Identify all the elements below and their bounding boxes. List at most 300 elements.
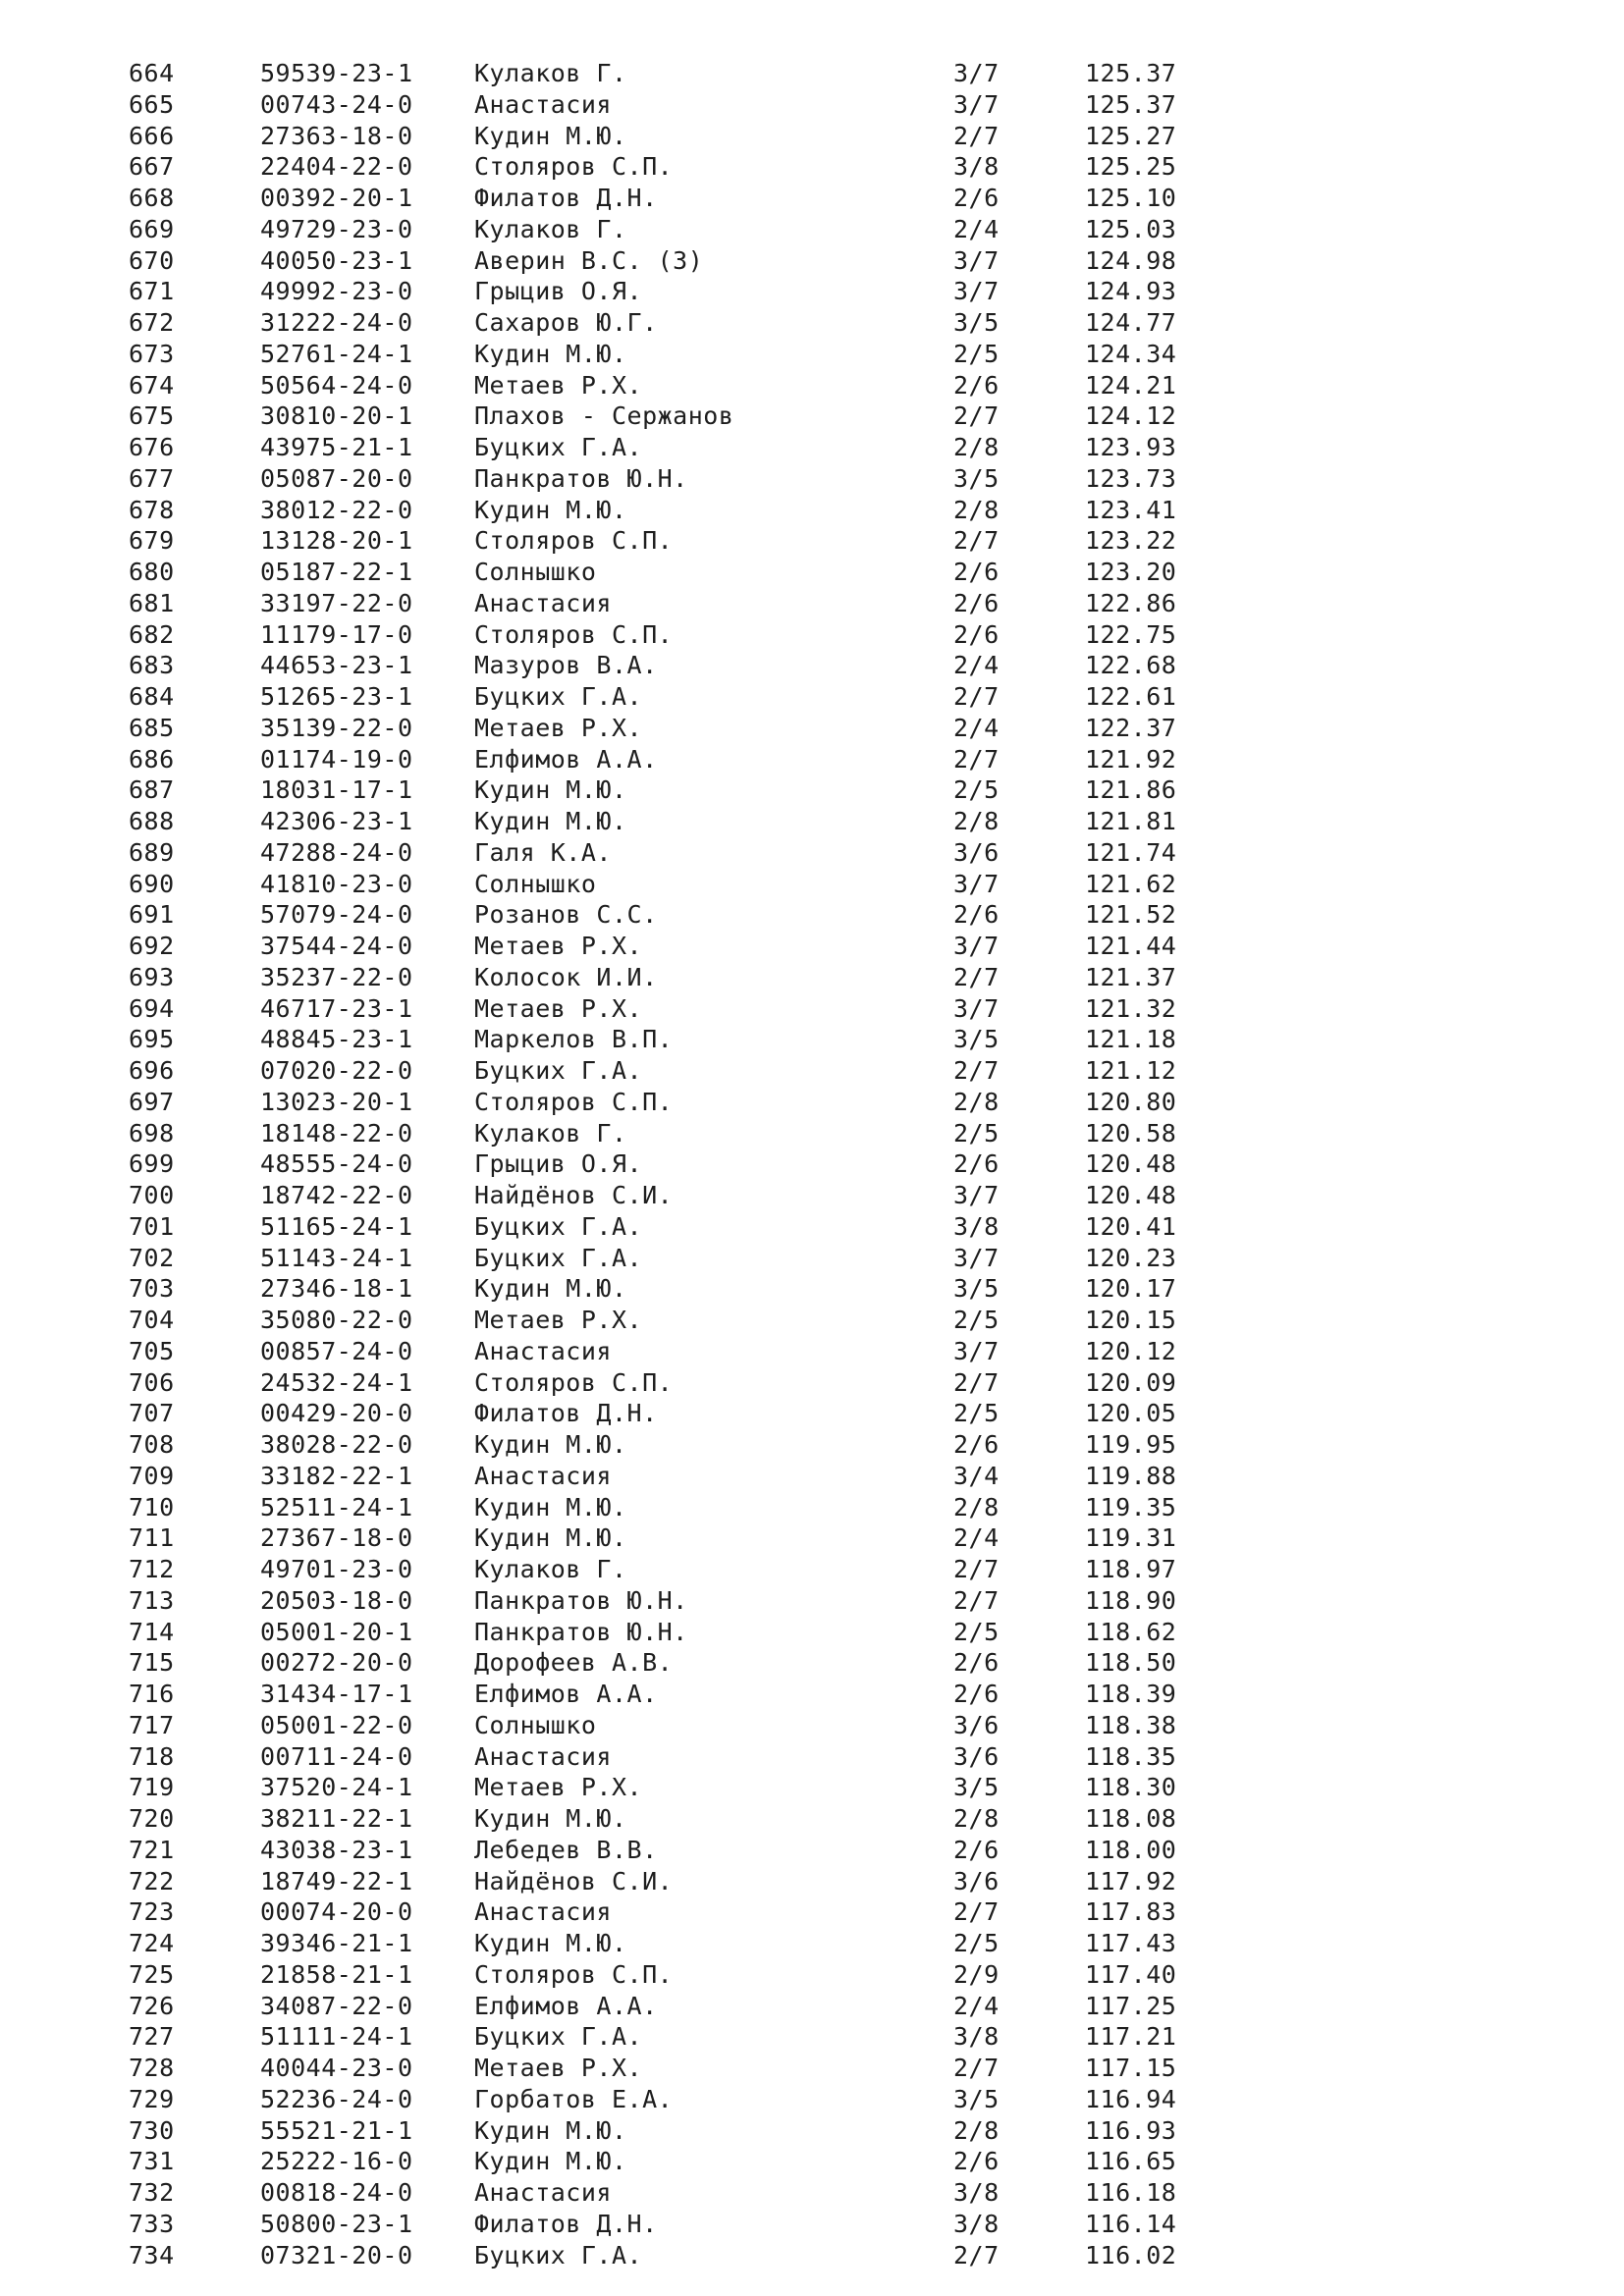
result-row xyxy=(0,1647,1624,1679)
score-cell: 118.90 xyxy=(1085,1585,1177,1615)
ratio-cell: 2/8 xyxy=(953,433,1000,461)
result-row xyxy=(0,1554,1624,1585)
ring-number-cell: 38028-22-0 xyxy=(260,1430,413,1459)
result-row xyxy=(0,1118,1624,1149)
result-row xyxy=(0,2053,1624,2084)
result-row xyxy=(0,1710,1624,1741)
score-cell: 121.62 xyxy=(1085,869,1177,898)
owner-name-cell: Анастасия xyxy=(474,1897,612,1927)
ratio-cell: 2/6 xyxy=(953,1430,1000,1459)
ratio-cell: 3/7 xyxy=(953,59,1000,87)
score-cell: 120.12 xyxy=(1085,1336,1177,1365)
ring-number-cell: 52761-24-1 xyxy=(260,339,413,368)
score-cell: 121.92 xyxy=(1085,744,1177,774)
ring-number-cell: 31222-24-0 xyxy=(260,308,413,337)
result-row xyxy=(0,1429,1624,1461)
rank-cell: 714 xyxy=(129,1617,175,1646)
ring-number-cell: 27346-18-1 xyxy=(260,1274,413,1304)
score-cell: 118.97 xyxy=(1085,1555,1177,1583)
ring-number-cell: 49701-23-0 xyxy=(260,1555,413,1583)
owner-name-cell: Солнышко xyxy=(474,1710,597,1739)
score-cell: 124.21 xyxy=(1085,370,1177,400)
ratio-cell: 2/6 xyxy=(953,588,1000,617)
ring-number-cell: 38211-22-1 xyxy=(260,1804,413,1833)
owner-name-cell: Найдёнов С.И. xyxy=(474,1866,674,1896)
ring-number-cell: 52236-24-0 xyxy=(260,2084,413,2113)
ratio-cell: 2/5 xyxy=(953,1118,1000,1148)
score-cell: 116.14 xyxy=(1085,2209,1177,2238)
owner-name-cell: Кулаков Г. xyxy=(474,1118,627,1148)
rank-cell: 664 xyxy=(129,59,175,87)
ratio-cell: 2/6 xyxy=(953,1680,1000,1708)
rank-cell: 734 xyxy=(129,2240,175,2269)
owner-name-cell: Панкратов Ю.Н. xyxy=(474,463,688,493)
ratio-cell: 2/7 xyxy=(953,121,1000,150)
owner-name-cell: Филатов Д.Н. xyxy=(474,184,658,212)
score-cell: 119.31 xyxy=(1085,1523,1177,1553)
score-cell: 120.48 xyxy=(1085,1181,1177,1209)
owner-name-cell: Кулаков Г. xyxy=(474,1555,627,1583)
result-row xyxy=(0,993,1624,1025)
result-row xyxy=(0,183,1624,214)
ratio-cell: 2/6 xyxy=(953,184,1000,212)
result-row xyxy=(0,307,1624,339)
owner-name-cell: Кудин М.Ю. xyxy=(474,339,627,368)
owner-name-cell: Розанов С.С. xyxy=(474,900,658,930)
ratio-cell: 2/8 xyxy=(953,2115,1000,2145)
result-row xyxy=(0,713,1624,744)
ring-number-cell: 47288-24-0 xyxy=(260,837,413,867)
ratio-cell: 2/8 xyxy=(953,1492,1000,1522)
score-cell: 121.18 xyxy=(1085,1025,1177,1054)
ratio-cell: 3/5 xyxy=(953,2084,1000,2113)
owner-name-cell: Панкратов Ю.Н. xyxy=(474,1585,688,1615)
result-row xyxy=(0,931,1624,962)
owner-name-cell: Галя К.А. xyxy=(474,837,612,867)
ratio-cell: 2/5 xyxy=(953,775,1000,805)
rank-cell: 697 xyxy=(129,1087,175,1116)
score-cell: 117.43 xyxy=(1085,1929,1177,1957)
ratio-cell: 3/4 xyxy=(953,1461,1000,1490)
owner-name-cell: Кудин М.Ю. xyxy=(474,2115,627,2145)
owner-name-cell: Грыцив О.Я. xyxy=(474,277,643,306)
owner-name-cell: Столяров С.П. xyxy=(474,526,674,556)
score-cell: 121.12 xyxy=(1085,1056,1177,1085)
ring-number-cell: 05187-22-1 xyxy=(260,558,413,586)
score-cell: 124.12 xyxy=(1085,401,1177,431)
result-row xyxy=(0,1305,1624,1336)
ring-number-cell: 43975-21-1 xyxy=(260,433,413,461)
owner-name-cell: Плахов - Сержанов xyxy=(474,401,734,431)
ratio-cell: 2/6 xyxy=(953,2147,1000,2176)
rank-cell: 684 xyxy=(129,682,175,711)
result-row xyxy=(0,1835,1624,1866)
ratio-cell: 2/7 xyxy=(953,962,1000,991)
ratio-cell: 3/6 xyxy=(953,1741,1000,1771)
ring-number-cell: 35237-22-0 xyxy=(260,962,413,991)
rank-cell: 680 xyxy=(129,558,175,586)
ratio-cell: 2/6 xyxy=(953,558,1000,586)
ratio-cell: 3/7 xyxy=(953,89,1000,119)
score-cell: 121.81 xyxy=(1085,807,1177,835)
result-row xyxy=(0,2240,1624,2271)
ring-number-cell: 00429-20-0 xyxy=(260,1399,413,1428)
owner-name-cell: Солнышко xyxy=(474,869,597,898)
ring-number-cell: 40044-23-0 xyxy=(260,2054,413,2082)
rank-cell: 698 xyxy=(129,1118,175,1148)
score-cell: 117.83 xyxy=(1085,1897,1177,1927)
score-cell: 123.73 xyxy=(1085,463,1177,493)
ring-number-cell: 07020-22-0 xyxy=(260,1056,413,1085)
rank-cell: 704 xyxy=(129,1306,175,1334)
score-cell: 121.74 xyxy=(1085,837,1177,867)
rank-cell: 692 xyxy=(129,932,175,960)
result-row xyxy=(0,1180,1624,1211)
ratio-cell: 3/7 xyxy=(953,869,1000,898)
ring-number-cell: 44653-23-1 xyxy=(260,651,413,680)
owner-name-cell: Кулаков Г. xyxy=(474,214,627,243)
rank-cell: 665 xyxy=(129,89,175,119)
owner-name-cell: Мазуров В.А. xyxy=(474,651,658,680)
ring-number-cell: 07321-20-0 xyxy=(260,2240,413,2269)
score-cell: 116.93 xyxy=(1085,2115,1177,2145)
ratio-cell: 2/7 xyxy=(953,744,1000,774)
result-row xyxy=(0,276,1624,307)
owner-name-cell: Столяров С.П. xyxy=(474,619,674,649)
score-cell: 123.41 xyxy=(1085,495,1177,524)
ratio-cell: 2/6 xyxy=(953,370,1000,400)
owner-name-cell: Столяров С.П. xyxy=(474,152,674,182)
score-cell: 116.18 xyxy=(1085,2178,1177,2207)
ring-number-cell: 05001-22-0 xyxy=(260,1710,413,1739)
ring-number-cell: 50564-24-0 xyxy=(260,370,413,400)
rank-cell: 726 xyxy=(129,1991,175,2020)
score-cell: 119.35 xyxy=(1085,1492,1177,1522)
rank-cell: 693 xyxy=(129,962,175,991)
ring-number-cell: 18742-22-0 xyxy=(260,1181,413,1209)
result-row xyxy=(0,869,1624,900)
result-row xyxy=(0,588,1624,619)
ring-number-cell: 46717-23-1 xyxy=(260,993,413,1023)
ring-number-cell: 59539-23-1 xyxy=(260,59,413,87)
result-row xyxy=(0,1679,1624,1710)
ring-number-cell: 18031-17-1 xyxy=(260,775,413,805)
score-cell: 118.50 xyxy=(1085,1648,1177,1678)
score-cell: 125.03 xyxy=(1085,214,1177,243)
owner-name-cell: Аверин В.С. (З) xyxy=(474,245,704,275)
owner-name-cell: Буцких Г.А. xyxy=(474,1056,643,1085)
ratio-cell: 2/8 xyxy=(953,1804,1000,1833)
rank-cell: 700 xyxy=(129,1181,175,1209)
ring-number-cell: 00272-20-0 xyxy=(260,1648,413,1678)
ring-number-cell: 27367-18-0 xyxy=(260,1523,413,1553)
ring-number-cell: 33182-22-1 xyxy=(260,1461,413,1490)
result-row xyxy=(0,400,1624,432)
score-cell: 125.25 xyxy=(1085,152,1177,182)
result-row xyxy=(0,214,1624,245)
ratio-cell: 2/7 xyxy=(953,1897,1000,1927)
ratio-cell: 3/6 xyxy=(953,1710,1000,1739)
result-row xyxy=(0,744,1624,775)
result-row xyxy=(0,463,1624,495)
score-cell: 122.75 xyxy=(1085,619,1177,649)
ratio-cell: 3/7 xyxy=(953,1336,1000,1365)
result-row xyxy=(0,1928,1624,1959)
rank-cell: 679 xyxy=(129,526,175,556)
ring-number-cell: 51111-24-1 xyxy=(260,2022,413,2052)
ratio-cell: 2/8 xyxy=(953,807,1000,835)
rank-cell: 669 xyxy=(129,214,175,243)
ring-number-cell: 51265-23-1 xyxy=(260,682,413,711)
ratio-cell: 3/5 xyxy=(953,1274,1000,1304)
rank-cell: 696 xyxy=(129,1056,175,1085)
rank-cell: 720 xyxy=(129,1804,175,1833)
ring-number-cell: 00857-24-0 xyxy=(260,1336,413,1365)
ratio-cell: 3/8 xyxy=(953,152,1000,182)
rank-cell: 678 xyxy=(129,495,175,524)
rank-cell: 675 xyxy=(129,401,175,431)
score-cell: 121.37 xyxy=(1085,962,1177,991)
rank-cell: 673 xyxy=(129,339,175,368)
ring-number-cell: 38012-22-0 xyxy=(260,495,413,524)
ratio-cell: 2/8 xyxy=(953,1087,1000,1116)
score-cell: 125.37 xyxy=(1085,59,1177,87)
result-row xyxy=(0,837,1624,869)
result-row xyxy=(0,370,1624,401)
result-row xyxy=(0,1055,1624,1087)
owner-name-cell: Метаев Р.Х. xyxy=(474,932,643,960)
score-cell: 117.15 xyxy=(1085,2054,1177,2082)
ratio-cell: 3/7 xyxy=(953,1181,1000,1209)
result-row xyxy=(0,2177,1624,2209)
score-cell: 124.93 xyxy=(1085,277,1177,306)
owner-name-cell: Сахаров Ю.Г. xyxy=(474,308,658,337)
result-row xyxy=(0,1024,1624,1055)
owner-name-cell: Метаев Р.Х. xyxy=(474,1306,643,1334)
ring-number-cell: 00711-24-0 xyxy=(260,1741,413,1771)
rank-cell: 732 xyxy=(129,2178,175,2207)
score-cell: 120.41 xyxy=(1085,1211,1177,1241)
ring-number-cell: 37520-24-1 xyxy=(260,1773,413,1802)
score-cell: 125.37 xyxy=(1085,89,1177,119)
ratio-cell: 3/8 xyxy=(953,2178,1000,2207)
owner-name-cell: Лебедев В.В. xyxy=(474,1835,658,1864)
result-row xyxy=(0,525,1624,557)
ratio-cell: 3/5 xyxy=(953,1025,1000,1054)
rank-cell: 722 xyxy=(129,1866,175,1896)
result-row xyxy=(0,774,1624,806)
owner-name-cell: Кудин М.Ю. xyxy=(474,1430,627,1459)
owner-name-cell: Анастасия xyxy=(474,1461,612,1490)
rank-cell: 699 xyxy=(129,1149,175,1179)
score-cell: 118.08 xyxy=(1085,1804,1177,1833)
ratio-cell: 2/5 xyxy=(953,339,1000,368)
ring-number-cell: 57079-24-0 xyxy=(260,900,413,930)
rank-cell: 713 xyxy=(129,1585,175,1615)
owner-name-cell: Кудин М.Ю. xyxy=(474,807,627,835)
ring-number-cell: 43038-23-1 xyxy=(260,1835,413,1864)
ratio-cell: 2/7 xyxy=(953,401,1000,431)
result-row xyxy=(0,1398,1624,1429)
score-cell: 118.62 xyxy=(1085,1617,1177,1646)
ratio-cell: 2/5 xyxy=(953,1617,1000,1646)
rank-cell: 672 xyxy=(129,308,175,337)
ring-number-cell: 05001-20-1 xyxy=(260,1617,413,1646)
score-cell: 120.05 xyxy=(1085,1399,1177,1428)
rank-cell: 687 xyxy=(129,775,175,805)
ratio-cell: 3/8 xyxy=(953,1211,1000,1241)
score-cell: 119.95 xyxy=(1085,1430,1177,1459)
ring-number-cell: 48845-23-1 xyxy=(260,1025,413,1054)
rank-cell: 681 xyxy=(129,588,175,617)
rank-cell: 727 xyxy=(129,2022,175,2052)
owner-name-cell: Кудин М.Ю. xyxy=(474,1804,627,1833)
ring-number-cell: 48555-24-0 xyxy=(260,1149,413,1179)
result-row xyxy=(0,1617,1624,1648)
owner-name-cell: Столяров С.П. xyxy=(474,1367,674,1397)
ring-number-cell: 31434-17-1 xyxy=(260,1680,413,1708)
ratio-cell: 2/7 xyxy=(953,682,1000,711)
rank-cell: 671 xyxy=(129,277,175,306)
score-cell: 124.34 xyxy=(1085,339,1177,368)
rank-cell: 710 xyxy=(129,1492,175,1522)
score-cell: 117.21 xyxy=(1085,2022,1177,2052)
rank-cell: 723 xyxy=(129,1897,175,1927)
rank-cell: 733 xyxy=(129,2209,175,2238)
ring-number-cell: 34087-22-0 xyxy=(260,1991,413,2020)
ratio-cell: 2/6 xyxy=(953,900,1000,930)
rank-cell: 686 xyxy=(129,744,175,774)
rank-cell: 711 xyxy=(129,1523,175,1553)
owner-name-cell: Анастасия xyxy=(474,588,612,617)
rank-cell: 717 xyxy=(129,1710,175,1739)
score-cell: 116.94 xyxy=(1085,2084,1177,2113)
result-row xyxy=(0,1959,1624,1991)
ring-number-cell: 18749-22-1 xyxy=(260,1866,413,1896)
owner-name-cell: Найдёнов С.И. xyxy=(474,1181,674,1209)
ring-number-cell: 42306-23-1 xyxy=(260,807,413,835)
result-row xyxy=(0,89,1624,121)
rank-cell: 729 xyxy=(129,2084,175,2113)
owner-name-cell: Метаев Р.Х. xyxy=(474,370,643,400)
ratio-cell: 3/7 xyxy=(953,245,1000,275)
ring-number-cell: 13128-20-1 xyxy=(260,526,413,556)
rank-cell: 666 xyxy=(129,121,175,150)
result-row xyxy=(0,495,1624,526)
rank-cell: 708 xyxy=(129,1430,175,1459)
owner-name-cell: Столяров С.П. xyxy=(474,1959,674,1989)
rank-cell: 707 xyxy=(129,1399,175,1428)
owner-name-cell: Кулаков Г. xyxy=(474,59,627,87)
score-cell: 120.23 xyxy=(1085,1243,1177,1272)
owner-name-cell: Метаев Р.Х. xyxy=(474,993,643,1023)
ring-number-cell: 21858-21-1 xyxy=(260,1959,413,1989)
result-row xyxy=(0,1367,1624,1399)
ratio-cell: 3/5 xyxy=(953,308,1000,337)
ratio-cell: 2/5 xyxy=(953,1929,1000,1957)
rank-cell: 674 xyxy=(129,370,175,400)
score-cell: 120.15 xyxy=(1085,1306,1177,1334)
ratio-cell: 3/7 xyxy=(953,932,1000,960)
owner-name-cell: Анастасия xyxy=(474,1336,612,1365)
score-cell: 118.00 xyxy=(1085,1835,1177,1864)
rank-cell: 667 xyxy=(129,152,175,182)
owner-name-cell: Горбатов Е.А. xyxy=(474,2084,674,2113)
score-cell: 117.40 xyxy=(1085,1959,1177,1989)
ring-number-cell: 52511-24-1 xyxy=(260,1492,413,1522)
score-cell: 125.27 xyxy=(1085,121,1177,150)
result-row xyxy=(0,806,1624,837)
result-row xyxy=(0,1896,1624,1928)
ring-number-cell: 35139-22-0 xyxy=(260,713,413,742)
score-cell: 118.38 xyxy=(1085,1710,1177,1739)
owner-name-cell: Кудин М.Ю. xyxy=(474,1929,627,1957)
ring-number-cell: 22404-22-0 xyxy=(260,152,413,182)
ring-number-cell: 05087-20-0 xyxy=(260,463,413,493)
rank-cell: 730 xyxy=(129,2115,175,2145)
rank-cell: 677 xyxy=(129,463,175,493)
owner-name-cell: Колосок И.И. xyxy=(474,962,658,991)
ring-number-cell: 35080-22-0 xyxy=(260,1306,413,1334)
ratio-cell: 2/6 xyxy=(953,1835,1000,1864)
rank-cell: 694 xyxy=(129,993,175,1023)
owner-name-cell: Метаев Р.Х. xyxy=(474,1773,643,1802)
score-cell: 121.32 xyxy=(1085,993,1177,1023)
rank-cell: 719 xyxy=(129,1773,175,1802)
ring-number-cell: 00392-20-1 xyxy=(260,184,413,212)
ring-number-cell: 00743-24-0 xyxy=(260,89,413,119)
ratio-cell: 3/6 xyxy=(953,1866,1000,1896)
ratio-cell: 2/4 xyxy=(953,1991,1000,2020)
result-row xyxy=(0,1273,1624,1305)
ratio-cell: 2/7 xyxy=(953,1367,1000,1397)
score-cell: 117.92 xyxy=(1085,1866,1177,1896)
ratio-cell: 3/5 xyxy=(953,1773,1000,1802)
owner-name-cell: Елфимов А.А. xyxy=(474,1991,658,2020)
ratio-cell: 3/7 xyxy=(953,993,1000,1023)
result-row xyxy=(0,619,1624,651)
ring-number-cell: 51143-24-1 xyxy=(260,1243,413,1272)
score-cell: 122.86 xyxy=(1085,588,1177,617)
ratio-cell: 2/4 xyxy=(953,651,1000,680)
ring-number-cell: 01174-19-0 xyxy=(260,744,413,774)
result-row xyxy=(0,1772,1624,1803)
score-cell: 121.52 xyxy=(1085,900,1177,930)
rank-cell: 716 xyxy=(129,1680,175,1708)
result-row xyxy=(0,1243,1624,1274)
score-cell: 116.65 xyxy=(1085,2147,1177,2176)
owner-name-cell: Анастасия xyxy=(474,1741,612,1771)
rank-cell: 718 xyxy=(129,1741,175,1771)
owner-name-cell: Грыцив О.Я. xyxy=(474,1149,643,1179)
score-cell: 123.22 xyxy=(1085,526,1177,556)
owner-name-cell: Буцких Г.А. xyxy=(474,2240,643,2269)
score-cell: 119.88 xyxy=(1085,1461,1177,1490)
owner-name-cell: Елфимов А.А. xyxy=(474,1680,658,1708)
rank-cell: 683 xyxy=(129,651,175,680)
rank-cell: 685 xyxy=(129,713,175,742)
owner-name-cell: Анастасия xyxy=(474,89,612,119)
rank-cell: 690 xyxy=(129,869,175,898)
rank-cell: 688 xyxy=(129,807,175,835)
ring-number-cell: 49992-23-0 xyxy=(260,277,413,306)
score-cell: 120.48 xyxy=(1085,1149,1177,1179)
ratio-cell: 3/8 xyxy=(953,2022,1000,2052)
result-row xyxy=(0,2209,1624,2240)
ring-number-cell: 00074-20-0 xyxy=(260,1897,413,1927)
ratio-cell: 3/5 xyxy=(953,463,1000,493)
ratio-cell: 2/5 xyxy=(953,1399,1000,1428)
